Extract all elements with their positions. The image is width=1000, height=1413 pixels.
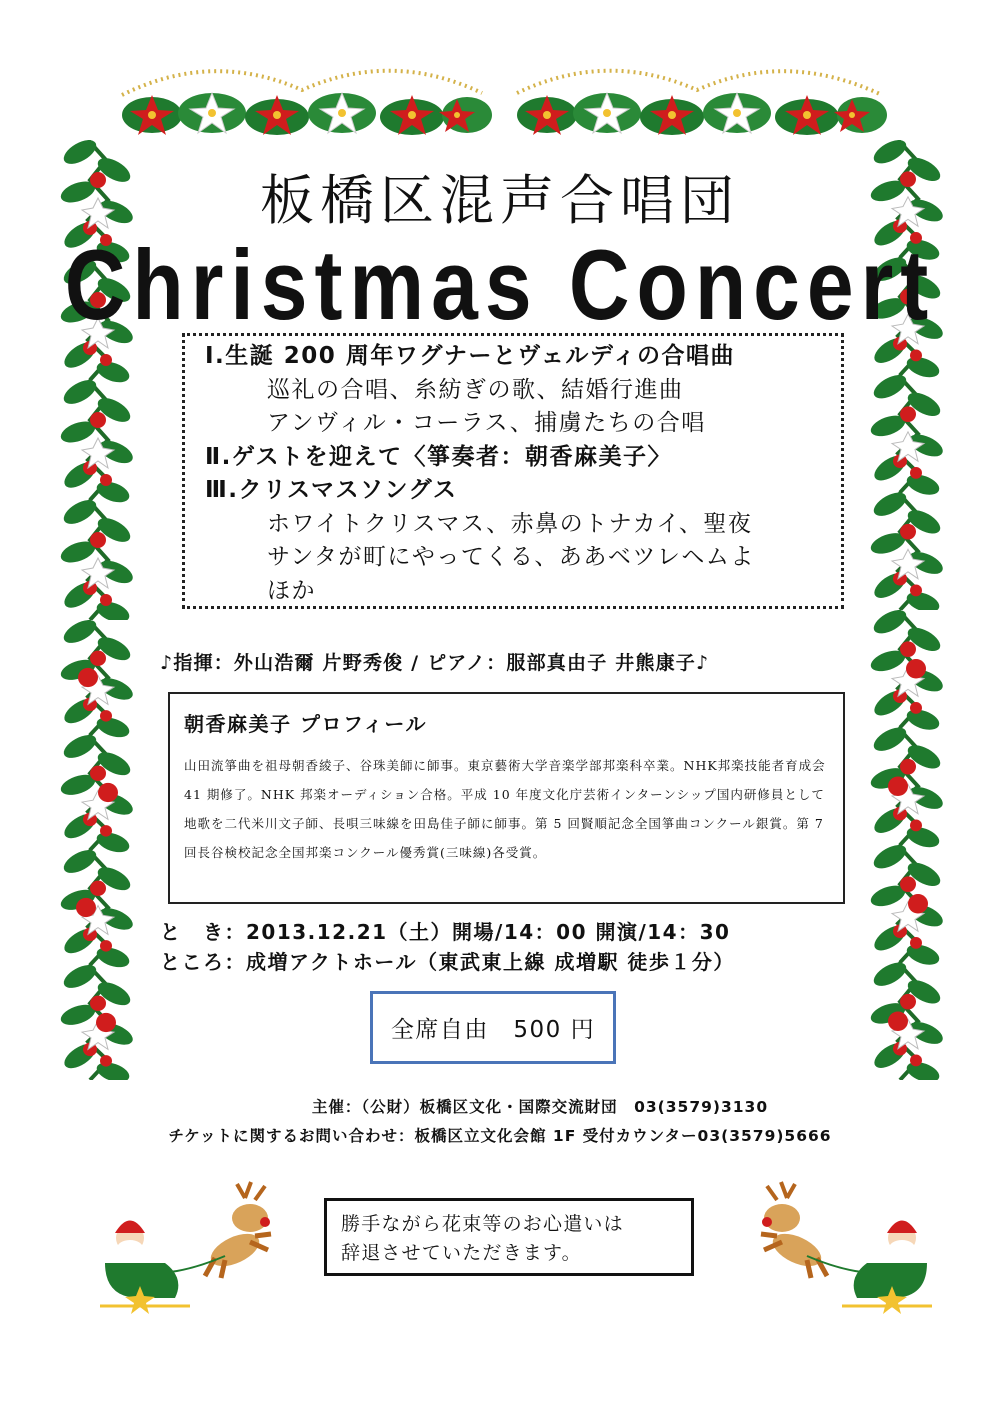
notice-box xyxy=(324,1198,694,1276)
program-line: Ⅱ.ゲストを迎えて〈箏奏者：朝香麻美子〉 xyxy=(205,443,672,470)
program-line: Ⅲ.クリスマスソングス xyxy=(205,477,458,503)
program-line: サンタが町にやってくる、ああベツレヘムよ xyxy=(267,544,755,570)
santa-sleigh-reindeer-icon xyxy=(722,1178,937,1318)
event-date: と き：2013.12.21（土）開場/14：00 開演/14：30 xyxy=(160,920,731,944)
performers-line: ♪指揮：外山浩爾 片野秀俊 / ピアノ：服部真由子 井熊康子♪ xyxy=(160,652,710,674)
event-venue: ところ：成増アクトホール（東武東上線 成増駅 徒歩１分） xyxy=(160,950,735,974)
notice-line: 勝手ながら花束等のお心遣いは xyxy=(341,1213,624,1235)
choir-name: 板橋区混声合唱団 xyxy=(260,169,740,232)
ticket-contact: チケットに関するお問い合わせ：板橋区立文化会館 1F 受付カウンター03(3579)5666 xyxy=(168,1127,832,1145)
program-box xyxy=(182,333,844,609)
price-box: 全席自由 500 円 xyxy=(370,991,616,1064)
poinsettia-garland-icon xyxy=(112,55,892,150)
profile-text: 山田流箏曲を祖母朝香綾子、谷珠美師に師事。東京藝術大学音楽学部邦楽科卒業。NHK邦楽技能者育成会 41 期修了。NHK 邦楽オーディション合格。平成 10 年度文化庁芸術インターンシップ国内研修員として地歌を二代米川文子師、長唄三味線を田島佳子師に師事。第 5 回賢順記念全国箏曲コンクール銀賞。第 7 回長谷検校記念全国邦楽コンクール優秀賞(三味線)各受賞。 xyxy=(184,758,826,860)
notice-line: 辞退させていただきます。 xyxy=(341,1242,582,1264)
program-line: ほか xyxy=(267,577,316,604)
program-line: アンヴィル・コーラス、捕虜たちの合唱 xyxy=(267,410,706,436)
profile-title: 朝香麻美子 プロフィール xyxy=(184,712,427,736)
santa-sleigh-reindeer-icon xyxy=(95,1178,310,1318)
event-title: Christmas Concert xyxy=(64,229,936,341)
holly-vine-icon xyxy=(58,620,136,1080)
program-line: ホワイトクリスマス、赤鼻のトナカイ、聖夜 xyxy=(267,510,753,537)
program-line: Ⅰ.生誕 200 周年ワグナーとヴェルディの合唱曲 xyxy=(205,343,736,369)
program-line: 巡礼の合唱、糸紡ぎの歌、結婚行進曲 xyxy=(267,376,684,403)
holly-vine-icon xyxy=(868,610,946,1080)
organizer-host: 主催：（公財）板橋区文化・国際交流財団 03(3579)3130 xyxy=(311,1098,769,1116)
profile-box xyxy=(168,692,845,904)
